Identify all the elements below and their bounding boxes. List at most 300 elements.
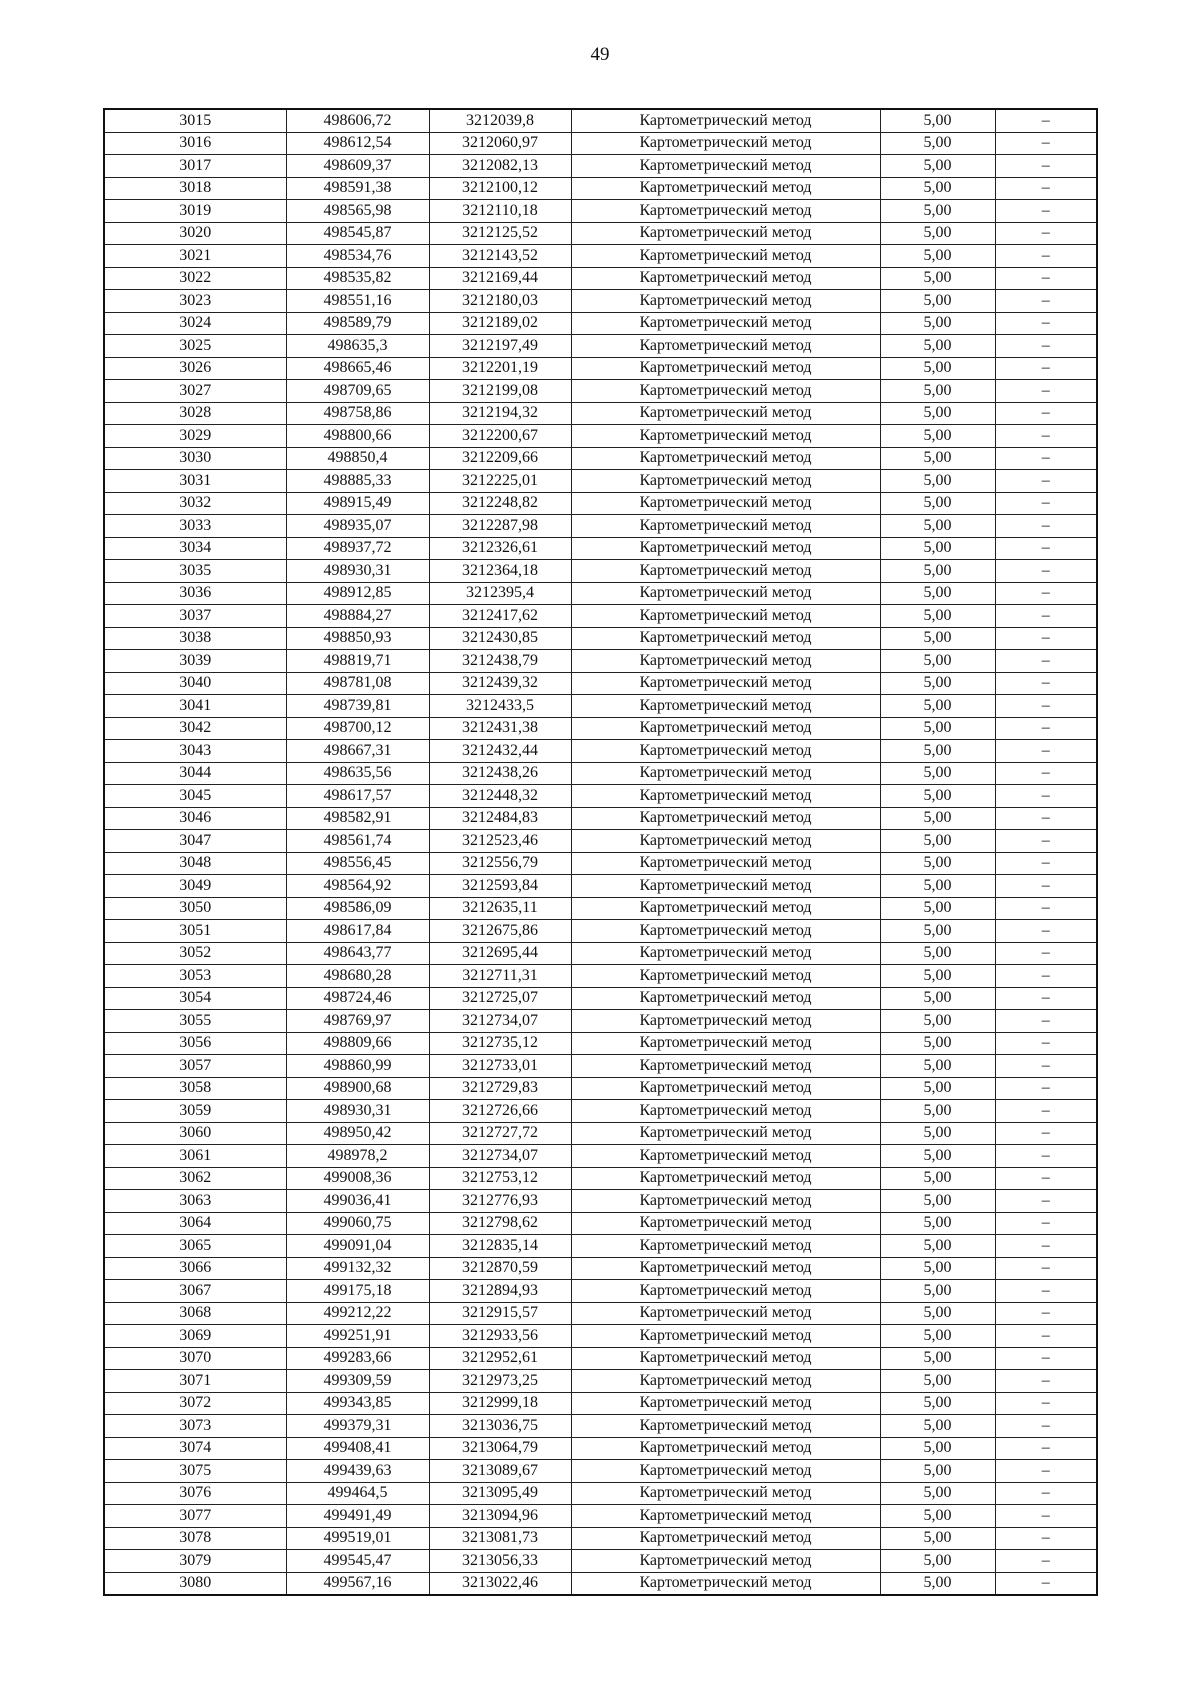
note-cell: – <box>995 380 1097 403</box>
method-cell: Картометрический метод <box>571 830 880 853</box>
y-coordinate-cell: 3212201,19 <box>429 357 571 380</box>
point-number-cell: 3059 <box>104 1100 286 1123</box>
y-coordinate-cell: 3212197,49 <box>429 335 571 358</box>
method-cell: Картометрический метод <box>571 695 880 718</box>
table-row <box>104 380 1097 403</box>
x-coordinate-cell: 498709,65 <box>286 380 429 403</box>
x-coordinate-cell: 499491,49 <box>286 1505 429 1528</box>
note-cell: – <box>995 582 1097 605</box>
point-number-cell: 3053 <box>104 965 286 988</box>
point-number-cell: 3065 <box>104 1235 286 1258</box>
point-number-cell: 3049 <box>104 875 286 898</box>
method-cell: Картометрический метод <box>571 1032 880 1055</box>
y-coordinate-cell: 3212125,52 <box>429 222 571 245</box>
method-cell: Картометрический метод <box>571 1100 880 1123</box>
method-cell: Картометрический метод <box>571 942 880 965</box>
precision-cell: 5,00 <box>880 1302 995 1325</box>
page-number: 49 <box>590 44 610 65</box>
method-cell: Картометрический метод <box>571 402 880 425</box>
x-coordinate-cell: 499309,59 <box>286 1370 429 1393</box>
method-cell: Картометрический метод <box>571 335 880 358</box>
method-cell: Картометрический метод <box>571 740 880 763</box>
y-coordinate-cell: 3212695,44 <box>429 942 571 965</box>
x-coordinate-cell: 498739,81 <box>286 695 429 718</box>
table-row <box>104 492 1097 515</box>
point-number-cell: 3080 <box>104 1572 286 1595</box>
note-cell: – <box>995 200 1097 223</box>
table-row <box>104 290 1097 313</box>
note-cell: – <box>995 1482 1097 1505</box>
table-row <box>104 132 1097 155</box>
method-cell: Картометрический метод <box>571 920 880 943</box>
point-number-cell: 3034 <box>104 537 286 560</box>
table-row <box>104 897 1097 920</box>
table-row <box>104 942 1097 965</box>
method-cell: Картометрический метод <box>571 852 880 875</box>
table-row <box>104 740 1097 763</box>
table-row <box>104 650 1097 673</box>
point-number-cell: 3043 <box>104 740 286 763</box>
point-number-cell: 3067 <box>104 1280 286 1303</box>
note-cell: – <box>995 942 1097 965</box>
method-cell: Картометрический метод <box>571 582 880 605</box>
table-row <box>104 605 1097 628</box>
method-cell: Картометрический метод <box>571 762 880 785</box>
point-number-cell: 3026 <box>104 357 286 380</box>
point-number-cell: 3050 <box>104 897 286 920</box>
note-cell: – <box>995 1010 1097 1033</box>
point-number-cell: 3079 <box>104 1550 286 1573</box>
method-cell: Картометрический метод <box>571 1572 880 1595</box>
precision-cell: 5,00 <box>880 1550 995 1573</box>
coordinates-table <box>103 108 1098 1596</box>
x-coordinate-cell: 498800,66 <box>286 425 429 448</box>
table-row <box>104 312 1097 335</box>
precision-cell: 5,00 <box>880 402 995 425</box>
point-number-cell: 3078 <box>104 1527 286 1550</box>
point-number-cell: 3063 <box>104 1190 286 1213</box>
method-cell: Картометрический метод <box>571 109 880 132</box>
method-cell: Картометрический метод <box>571 1460 880 1483</box>
x-coordinate-cell: 498564,92 <box>286 875 429 898</box>
precision-cell: 5,00 <box>880 425 995 448</box>
note-cell: – <box>995 897 1097 920</box>
precision-cell: 5,00 <box>880 312 995 335</box>
precision-cell: 5,00 <box>880 537 995 560</box>
note-cell: – <box>995 109 1097 132</box>
note-cell: – <box>995 695 1097 718</box>
note-cell: – <box>995 132 1097 155</box>
y-coordinate-cell: 3212593,84 <box>429 875 571 898</box>
y-coordinate-cell: 3212835,14 <box>429 1235 571 1258</box>
precision-cell: 5,00 <box>880 1325 995 1348</box>
method-cell: Картометрический метод <box>571 1437 880 1460</box>
x-coordinate-cell: 499251,91 <box>286 1325 429 1348</box>
y-coordinate-cell: 3212725,07 <box>429 987 571 1010</box>
note-cell: – <box>995 1032 1097 1055</box>
table-row <box>104 1055 1097 1078</box>
precision-cell: 5,00 <box>880 740 995 763</box>
note-cell: – <box>995 1235 1097 1258</box>
table-row <box>104 155 1097 178</box>
y-coordinate-cell: 3212753,12 <box>429 1167 571 1190</box>
method-cell: Картометрический метод <box>571 470 880 493</box>
method-cell: Картометрический метод <box>571 1010 880 1033</box>
method-cell: Картометрический метод <box>571 807 880 830</box>
coordinates-table-container <box>103 108 1096 1596</box>
table-row <box>104 1190 1097 1213</box>
x-coordinate-cell: 499343,85 <box>286 1392 429 1415</box>
y-coordinate-cell: 3213095,49 <box>429 1482 571 1505</box>
note-cell: – <box>995 965 1097 988</box>
precision-cell: 5,00 <box>880 1370 995 1393</box>
x-coordinate-cell: 498535,82 <box>286 267 429 290</box>
note-cell: – <box>995 987 1097 1010</box>
y-coordinate-cell: 3212734,07 <box>429 1145 571 1168</box>
precision-cell: 5,00 <box>880 1572 995 1595</box>
table-row <box>104 177 1097 200</box>
method-cell: Картометрический метод <box>571 222 880 245</box>
note-cell: – <box>995 762 1097 785</box>
precision-cell: 5,00 <box>880 582 995 605</box>
y-coordinate-cell: 3212484,83 <box>429 807 571 830</box>
note-cell: – <box>995 312 1097 335</box>
note-cell: – <box>995 402 1097 425</box>
method-cell: Картометрический метод <box>571 1145 880 1168</box>
note-cell: – <box>995 1347 1097 1370</box>
y-coordinate-cell: 3212039,8 <box>429 109 571 132</box>
note-cell: – <box>995 1392 1097 1415</box>
x-coordinate-cell: 499212,22 <box>286 1302 429 1325</box>
table-row <box>104 402 1097 425</box>
table-row <box>104 1505 1097 1528</box>
method-cell: Картометрический метод <box>571 875 880 898</box>
y-coordinate-cell: 3212194,32 <box>429 402 571 425</box>
point-number-cell: 3064 <box>104 1212 286 1235</box>
y-coordinate-cell: 3213089,67 <box>429 1460 571 1483</box>
y-coordinate-cell: 3212556,79 <box>429 852 571 875</box>
note-cell: – <box>995 1167 1097 1190</box>
point-number-cell: 3028 <box>104 402 286 425</box>
precision-cell: 5,00 <box>880 1437 995 1460</box>
y-coordinate-cell: 3212915,57 <box>429 1302 571 1325</box>
note-cell: – <box>995 1572 1097 1595</box>
x-coordinate-cell: 498915,49 <box>286 492 429 515</box>
x-coordinate-cell: 498769,97 <box>286 1010 429 1033</box>
y-coordinate-cell: 3212199,08 <box>429 380 571 403</box>
point-number-cell: 3031 <box>104 470 286 493</box>
method-cell: Картометрический метод <box>571 1527 880 1550</box>
method-cell: Картометрический метод <box>571 1550 880 1573</box>
table-row <box>104 560 1097 583</box>
method-cell: Картометрический метод <box>571 177 880 200</box>
method-cell: Картометрический метод <box>571 537 880 560</box>
x-coordinate-cell: 499283,66 <box>286 1347 429 1370</box>
table-row <box>104 109 1097 132</box>
method-cell: Картометрический метод <box>571 380 880 403</box>
x-coordinate-cell: 498724,46 <box>286 987 429 1010</box>
method-cell: Картометрический метод <box>571 785 880 808</box>
y-coordinate-cell: 3212973,25 <box>429 1370 571 1393</box>
x-coordinate-cell: 498809,66 <box>286 1032 429 1055</box>
table-row <box>104 1437 1097 1460</box>
note-cell: – <box>995 560 1097 583</box>
point-number-cell: 3076 <box>104 1482 286 1505</box>
point-number-cell: 3041 <box>104 695 286 718</box>
note-cell: – <box>995 717 1097 740</box>
x-coordinate-cell: 498665,46 <box>286 357 429 380</box>
y-coordinate-cell: 3212248,82 <box>429 492 571 515</box>
x-coordinate-cell: 499008,36 <box>286 1167 429 1190</box>
y-coordinate-cell: 3213022,46 <box>429 1572 571 1595</box>
method-cell: Картометрический метод <box>571 1392 880 1415</box>
y-coordinate-cell: 3212523,46 <box>429 830 571 853</box>
table-row <box>104 1325 1097 1348</box>
note-cell: – <box>995 1437 1097 1460</box>
x-coordinate-cell: 498884,27 <box>286 605 429 628</box>
y-coordinate-cell: 3212894,93 <box>429 1280 571 1303</box>
table-row <box>104 335 1097 358</box>
note-cell: – <box>995 650 1097 673</box>
x-coordinate-cell: 498586,09 <box>286 897 429 920</box>
precision-cell: 5,00 <box>880 222 995 245</box>
method-cell: Картометрический метод <box>571 1347 880 1370</box>
point-number-cell: 3060 <box>104 1122 286 1145</box>
note-cell: – <box>995 1077 1097 1100</box>
method-cell: Картометрический метод <box>571 1077 880 1100</box>
precision-cell: 5,00 <box>880 155 995 178</box>
note-cell: – <box>995 1302 1097 1325</box>
y-coordinate-cell: 3212417,62 <box>429 605 571 628</box>
method-cell: Картометрический метод <box>571 132 880 155</box>
point-number-cell: 3055 <box>104 1010 286 1033</box>
y-coordinate-cell: 3212060,97 <box>429 132 571 155</box>
x-coordinate-cell: 498643,77 <box>286 942 429 965</box>
method-cell: Картометрический метод <box>571 357 880 380</box>
point-number-cell: 3051 <box>104 920 286 943</box>
table-row <box>104 875 1097 898</box>
y-coordinate-cell: 3213036,75 <box>429 1415 571 1438</box>
note-cell: – <box>995 245 1097 268</box>
y-coordinate-cell: 3212726,66 <box>429 1100 571 1123</box>
note-cell: – <box>995 1505 1097 1528</box>
point-number-cell: 3020 <box>104 222 286 245</box>
precision-cell: 5,00 <box>880 830 995 853</box>
method-cell: Картометрический метод <box>571 1415 880 1438</box>
x-coordinate-cell: 498582,91 <box>286 807 429 830</box>
note-cell: – <box>995 672 1097 695</box>
precision-cell: 5,00 <box>880 875 995 898</box>
y-coordinate-cell: 3212933,56 <box>429 1325 571 1348</box>
y-coordinate-cell: 3212110,18 <box>429 200 571 223</box>
method-cell: Картометрический метод <box>571 672 880 695</box>
precision-cell: 5,00 <box>880 560 995 583</box>
precision-cell: 5,00 <box>880 1167 995 1190</box>
x-coordinate-cell: 498591,38 <box>286 177 429 200</box>
x-coordinate-cell: 499379,31 <box>286 1415 429 1438</box>
note-cell: – <box>995 267 1097 290</box>
x-coordinate-cell: 498534,76 <box>286 245 429 268</box>
table-row <box>104 245 1097 268</box>
table-row <box>104 987 1097 1010</box>
x-coordinate-cell: 498667,31 <box>286 740 429 763</box>
point-number-cell: 3073 <box>104 1415 286 1438</box>
point-number-cell: 3054 <box>104 987 286 1010</box>
table-row <box>104 222 1097 245</box>
x-coordinate-cell: 499036,41 <box>286 1190 429 1213</box>
method-cell: Картометрический метод <box>571 1482 880 1505</box>
y-coordinate-cell: 3212433,5 <box>429 695 571 718</box>
y-coordinate-cell: 3212143,52 <box>429 245 571 268</box>
note-cell: – <box>995 335 1097 358</box>
method-cell: Картометрический метод <box>571 897 880 920</box>
note-cell: – <box>995 492 1097 515</box>
precision-cell: 5,00 <box>880 1122 995 1145</box>
y-coordinate-cell: 3212635,11 <box>429 897 571 920</box>
table-row <box>104 1280 1097 1303</box>
method-cell: Картометрический метод <box>571 267 880 290</box>
point-number-cell: 3048 <box>104 852 286 875</box>
precision-cell: 5,00 <box>880 380 995 403</box>
x-coordinate-cell: 499439,63 <box>286 1460 429 1483</box>
point-number-cell: 3077 <box>104 1505 286 1528</box>
x-coordinate-cell: 498612,54 <box>286 132 429 155</box>
note-cell: – <box>995 830 1097 853</box>
x-coordinate-cell: 498930,31 <box>286 560 429 583</box>
table-row <box>104 425 1097 448</box>
x-coordinate-cell: 499175,18 <box>286 1280 429 1303</box>
table-row <box>104 1415 1097 1438</box>
precision-cell: 5,00 <box>880 335 995 358</box>
method-cell: Картометрический метод <box>571 425 880 448</box>
y-coordinate-cell: 3212870,59 <box>429 1257 571 1280</box>
x-coordinate-cell: 498850,4 <box>286 447 429 470</box>
note-cell: – <box>995 1280 1097 1303</box>
method-cell: Картометрический метод <box>571 1280 880 1303</box>
note-cell: – <box>995 290 1097 313</box>
precision-cell: 5,00 <box>880 1100 995 1123</box>
method-cell: Картометрический метод <box>571 447 880 470</box>
precision-cell: 5,00 <box>880 785 995 808</box>
note-cell: – <box>995 1100 1097 1123</box>
note-cell: – <box>995 852 1097 875</box>
point-number-cell: 3036 <box>104 582 286 605</box>
method-cell: Картометрический метод <box>571 1190 880 1213</box>
method-cell: Картометрический метод <box>571 515 880 538</box>
x-coordinate-cell: 499091,04 <box>286 1235 429 1258</box>
y-coordinate-cell: 3212432,44 <box>429 740 571 763</box>
note-cell: – <box>995 1415 1097 1438</box>
table-row <box>104 357 1097 380</box>
table-row <box>104 1302 1097 1325</box>
table-row <box>104 1212 1097 1235</box>
table-row <box>104 1550 1097 1573</box>
x-coordinate-cell: 498606,72 <box>286 109 429 132</box>
y-coordinate-cell: 3212431,38 <box>429 717 571 740</box>
note-cell: – <box>995 1460 1097 1483</box>
x-coordinate-cell: 498758,86 <box>286 402 429 425</box>
method-cell: Картометрический метод <box>571 1235 880 1258</box>
note-cell: – <box>995 807 1097 830</box>
method-cell: Картометрический метод <box>571 1122 880 1145</box>
note-cell: – <box>995 470 1097 493</box>
precision-cell: 5,00 <box>880 605 995 628</box>
x-coordinate-cell: 498850,93 <box>286 627 429 650</box>
table-row <box>104 965 1097 988</box>
point-number-cell: 3039 <box>104 650 286 673</box>
precision-cell: 5,00 <box>880 1415 995 1438</box>
note-cell: – <box>995 785 1097 808</box>
x-coordinate-cell: 498950,42 <box>286 1122 429 1145</box>
point-number-cell: 3062 <box>104 1167 286 1190</box>
table-row <box>104 807 1097 830</box>
x-coordinate-cell: 499519,01 <box>286 1527 429 1550</box>
x-coordinate-cell: 498617,57 <box>286 785 429 808</box>
y-coordinate-cell: 3212169,44 <box>429 267 571 290</box>
method-cell: Картометрический метод <box>571 605 880 628</box>
note-cell: – <box>995 425 1097 448</box>
precision-cell: 5,00 <box>880 1032 995 1055</box>
method-cell: Картометрический метод <box>571 1212 880 1235</box>
precision-cell: 5,00 <box>880 852 995 875</box>
precision-cell: 5,00 <box>880 357 995 380</box>
point-number-cell: 3035 <box>104 560 286 583</box>
table-row <box>104 672 1097 695</box>
note-cell: – <box>995 357 1097 380</box>
point-number-cell: 3040 <box>104 672 286 695</box>
note-cell: – <box>995 1257 1097 1280</box>
point-number-cell: 3056 <box>104 1032 286 1055</box>
x-coordinate-cell: 498700,12 <box>286 717 429 740</box>
precision-cell: 5,00 <box>880 1235 995 1258</box>
x-coordinate-cell: 498617,84 <box>286 920 429 943</box>
point-number-cell: 3066 <box>104 1257 286 1280</box>
precision-cell: 5,00 <box>880 200 995 223</box>
point-number-cell: 3044 <box>104 762 286 785</box>
x-coordinate-cell: 499408,41 <box>286 1437 429 1460</box>
x-coordinate-cell: 498551,16 <box>286 290 429 313</box>
table-row <box>104 830 1097 853</box>
precision-cell: 5,00 <box>880 267 995 290</box>
point-number-cell: 3029 <box>104 425 286 448</box>
x-coordinate-cell: 498860,99 <box>286 1055 429 1078</box>
point-number-cell: 3023 <box>104 290 286 313</box>
method-cell: Картометрический метод <box>571 1055 880 1078</box>
method-cell: Картометрический метод <box>571 965 880 988</box>
table-row <box>104 1392 1097 1415</box>
method-cell: Картометрический метод <box>571 987 880 1010</box>
table-row <box>104 537 1097 560</box>
table-row <box>104 1167 1097 1190</box>
point-number-cell: 3068 <box>104 1302 286 1325</box>
point-number-cell: 3057 <box>104 1055 286 1078</box>
y-coordinate-cell: 3212734,07 <box>429 1010 571 1033</box>
y-coordinate-cell: 3212082,13 <box>429 155 571 178</box>
x-coordinate-cell: 498635,56 <box>286 762 429 785</box>
precision-cell: 5,00 <box>880 515 995 538</box>
table-row <box>104 582 1097 605</box>
y-coordinate-cell: 3212798,62 <box>429 1212 571 1235</box>
x-coordinate-cell: 498912,85 <box>286 582 429 605</box>
y-coordinate-cell: 3213094,96 <box>429 1505 571 1528</box>
note-cell: – <box>995 1212 1097 1235</box>
point-number-cell: 3021 <box>104 245 286 268</box>
x-coordinate-cell: 498556,45 <box>286 852 429 875</box>
table-row <box>104 852 1097 875</box>
precision-cell: 5,00 <box>880 132 995 155</box>
note-cell: – <box>995 605 1097 628</box>
y-coordinate-cell: 3213056,33 <box>429 1550 571 1573</box>
